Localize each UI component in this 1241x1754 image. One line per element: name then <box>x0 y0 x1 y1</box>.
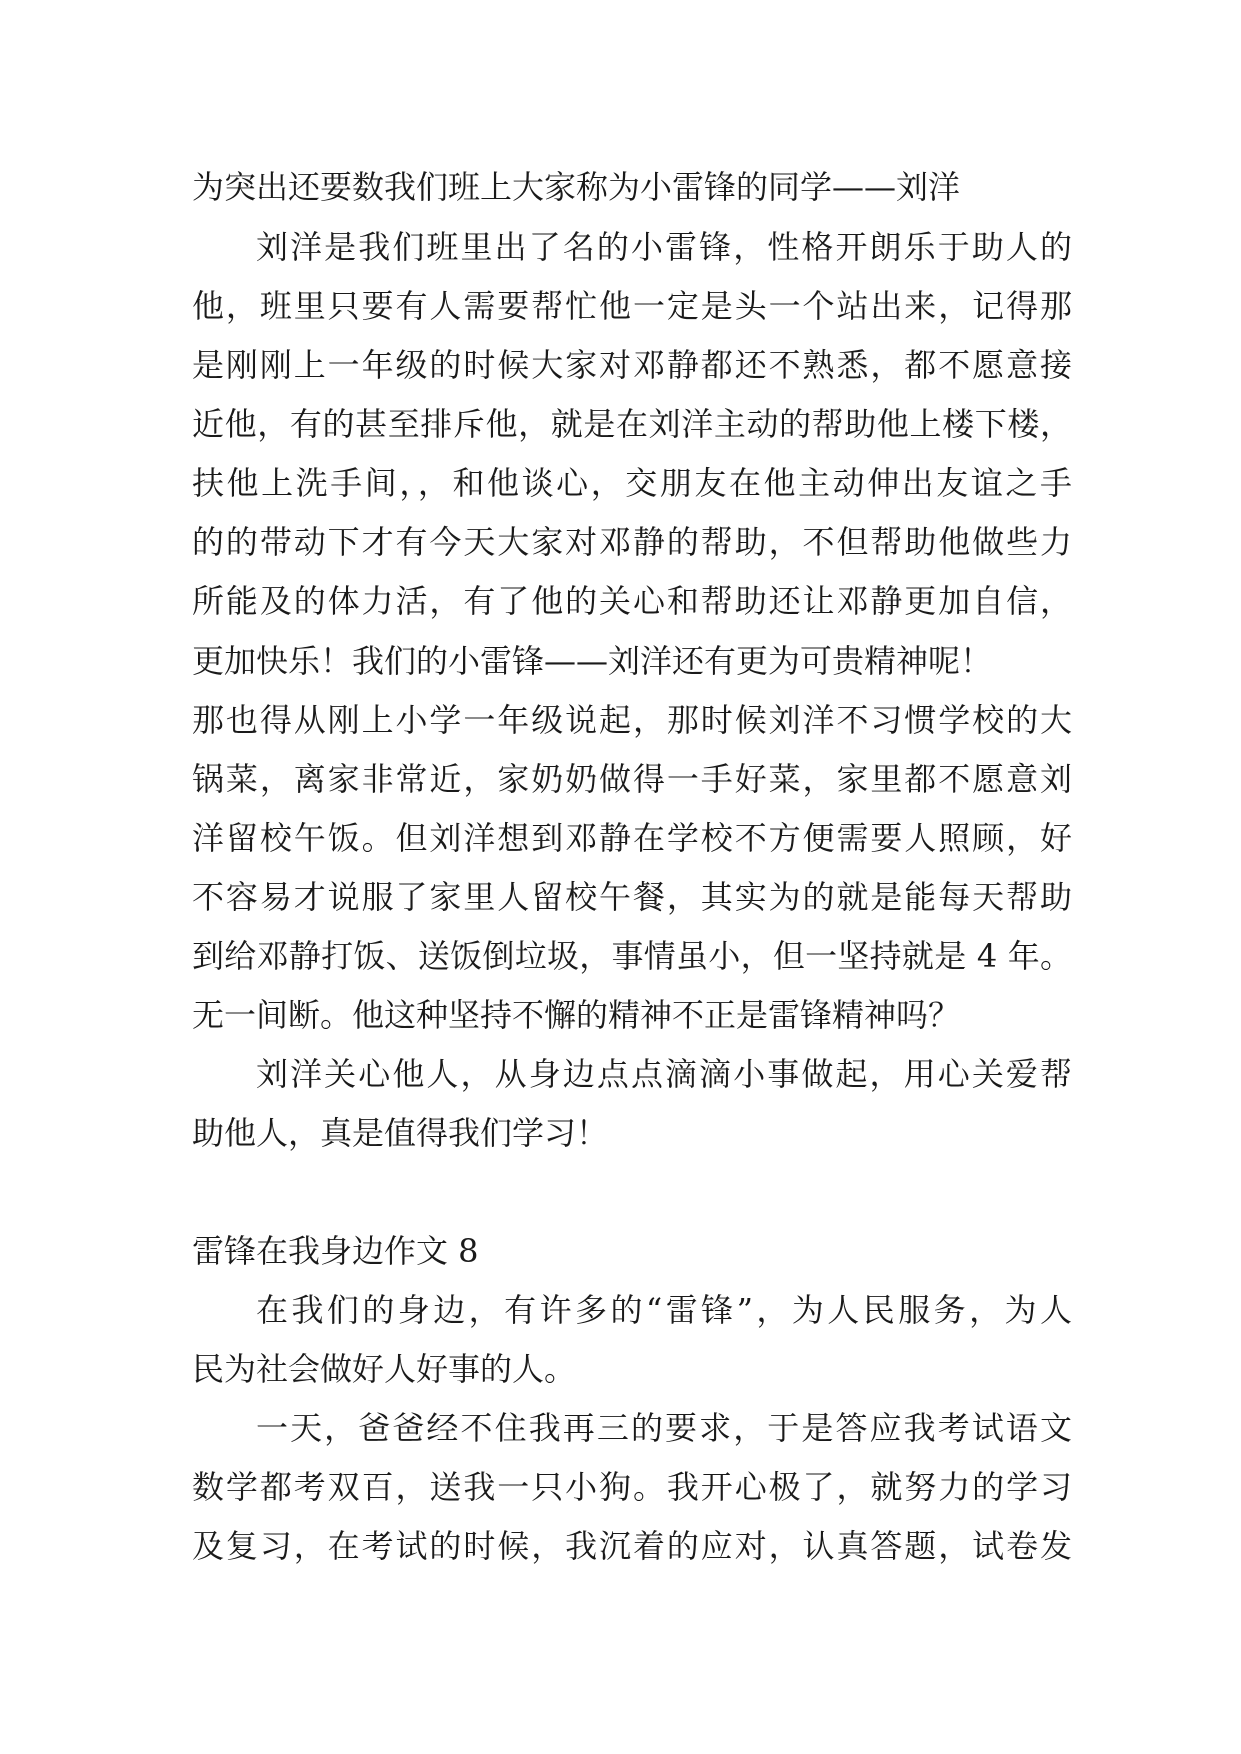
paragraph-line: 助他人，真是值得我们学习！ <box>192 1114 609 1152</box>
paragraph-line: 到给邓静打饭、送饭倒垃圾，事情虽小，但一坚持就是 4 年。 <box>192 937 1072 975</box>
paragraph-line: 他，班里只要有人需要帮忙他一定是头一个站出来，记得那 <box>192 287 1072 325</box>
paragraph-line: 刘洋关心他人，从身边点点滴滴小事做起，用心关爱帮 <box>256 1055 1072 1093</box>
paragraph-line: 是刚刚上一年级的时候大家对邓静都还不熟悉，都不愿意接 <box>192 346 1072 384</box>
essay-heading: 雷锋在我身边作文 8 <box>192 1232 479 1270</box>
paragraph-intro-line: 为突出还要数我们班上大家称为小雷锋的同学——刘洋 <box>192 168 961 206</box>
paragraph-line: 所能及的体力活，有了他的关心和帮助还让邓静更加自信， <box>192 582 1072 620</box>
paragraph-line: 民为社会做好人好事的人。 <box>192 1350 577 1388</box>
paragraph-line: 锅菜，离家非常近，家奶奶做得一手好菜，家里都不愿意刘 <box>192 760 1072 798</box>
paragraph-line: 扶他上洗手间，，和他谈心，交朋友在他主动伸出友谊之手 <box>192 464 1072 502</box>
paragraph-line: 不容易才说服了家里人留校午餐，其实为的就是能每天帮助 <box>192 878 1072 916</box>
paragraph-line: 一天，爸爸经不住我再三的要求，于是答应我考试语文 <box>256 1409 1072 1447</box>
paragraph-line: 无一间断。他这种坚持不懈的精神不正是雷锋精神吗？ <box>192 996 961 1034</box>
paragraph-line: 数学都考双百，送我一只小狗。我开心极了，就努力的学习 <box>192 1468 1072 1506</box>
paragraph-line: 及复习，在考试的时候，我沉着的应对，认真答题，试卷发 <box>192 1527 1072 1565</box>
paragraph-line: 那也得从刚上小学一年级说起，那时候刘洋不习惯学校的大 <box>192 701 1072 739</box>
paragraph-line: 在我们的身边，有许多的“雷锋”，为人民服务，为人 <box>256 1291 1072 1329</box>
paragraph-line: 更加快乐！我们的小雷锋——刘洋还有更为可贵精神呢！ <box>192 642 993 680</box>
paragraph-line: 的的带动下才有今天大家对邓静的帮助，不但帮助他做些力 <box>192 523 1072 561</box>
paragraph-line: 近他，有的甚至排斥他，就是在刘洋主动的帮助他上楼下楼， <box>192 405 1072 443</box>
paragraph-line: 刘洋是我们班里出了名的小雷锋，性格开朗乐于助人的 <box>256 228 1072 266</box>
paragraph-line: 洋留校午饭。但刘洋想到邓静在学校不方便需要人照顾，好 <box>192 819 1072 857</box>
